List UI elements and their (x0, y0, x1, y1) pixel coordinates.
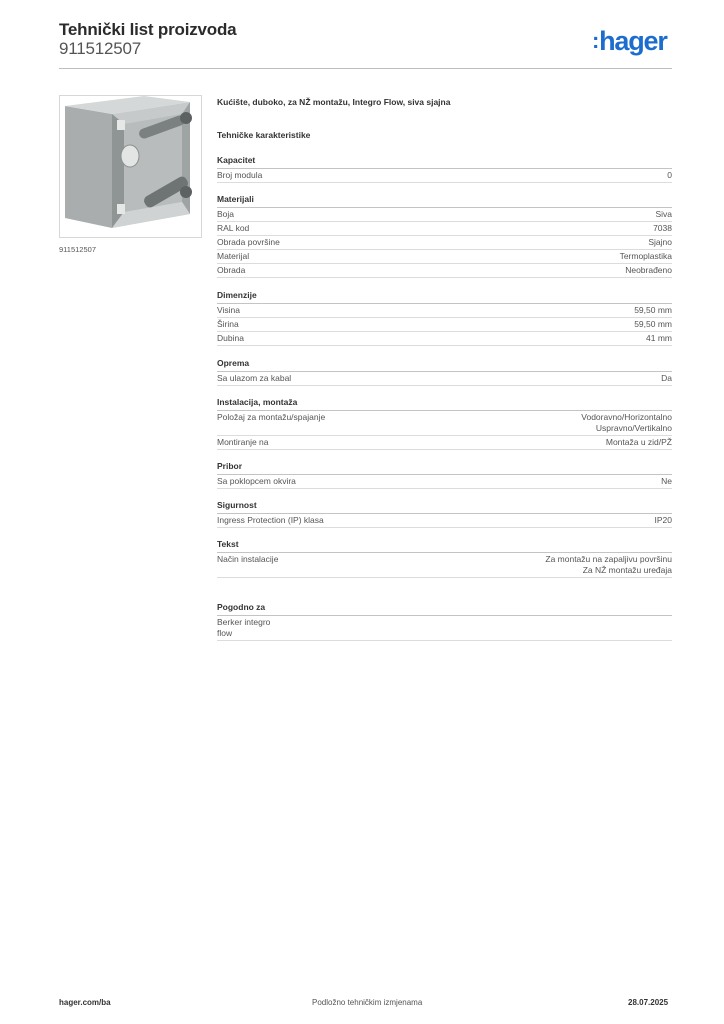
spec-row (217, 250, 672, 264)
image-caption: 911512507 (59, 245, 96, 254)
spec-label: Montiranje na (217, 437, 269, 447)
spec-label: Dubina (217, 333, 244, 343)
spec-row (217, 372, 672, 386)
spec-row (217, 411, 672, 436)
footer-website: hager.com/ba (59, 998, 111, 1007)
spec-row (217, 475, 672, 489)
spec-label: Obrada (217, 265, 246, 275)
spec-label: Sa ulazom za kabal (217, 373, 292, 383)
product-box-illustration (60, 96, 201, 237)
section-dimensions (217, 290, 672, 346)
section-title: Dimenzije (217, 290, 672, 304)
spec-label: Visina (217, 305, 240, 315)
spec-label: Način instalacije (217, 554, 279, 564)
spec-label: Sa poklopcem okvira (217, 476, 296, 486)
spec-value-line: Vodoravno/Horizontalno (581, 412, 672, 422)
spec-label: Obrada površine (217, 237, 280, 247)
spec-row (217, 553, 672, 578)
section-title: Oprema (217, 358, 672, 372)
spec-value: Termoplastika (619, 251, 672, 261)
section-accessories (217, 461, 672, 489)
spec-value: Montaža u zid/PŽ (605, 437, 672, 447)
section-title: Kapacitet (217, 155, 672, 169)
spec-value (581, 412, 672, 434)
section-title: Instalacija, montaža (217, 397, 672, 411)
spec-value: Neobrađeno (625, 265, 672, 275)
spec-row (217, 332, 672, 346)
section-equipment (217, 358, 672, 386)
spec-value: 41 mm (646, 333, 672, 343)
section-installation (217, 397, 672, 450)
header-divider (59, 68, 672, 69)
spec-row (217, 514, 672, 528)
spec-row (217, 169, 672, 183)
section-title: Tekst (217, 539, 672, 553)
spec-row (217, 208, 672, 222)
footer-date: 28.07.2025 (628, 998, 669, 1007)
footer-note: Podložno tehničkim izmjenama (312, 998, 423, 1007)
spec-value: Sjajno (648, 237, 672, 247)
spec-label: RAL kod (217, 223, 250, 233)
spec-row (217, 318, 672, 332)
spec-value: 7038 (653, 223, 672, 233)
spec-value: 59,50 mm (634, 319, 672, 329)
spec-value: IP20 (654, 515, 672, 525)
spec-row (217, 236, 672, 250)
section-suitable-for (217, 602, 672, 641)
spec-row (217, 264, 672, 278)
spec-value-line: Za NŽ montažu uređaja (582, 565, 672, 575)
spec-label-line: flow (217, 628, 233, 638)
spec-value-line: Za montažu na zapaljivu površinu (545, 554, 672, 564)
hager-logo: :hager (592, 26, 667, 56)
spec-label: Broj modula (217, 170, 263, 180)
spec-label: Materijal (217, 251, 250, 261)
spec-value (545, 554, 672, 576)
technical-characteristics-title: Tehničke karakteristike (217, 130, 311, 140)
spec-value: Ne (661, 476, 672, 486)
spec-label-line: Berker integro (217, 617, 271, 627)
spec-row (217, 436, 672, 450)
section-title: Materijali (217, 194, 672, 208)
spec-value: Siva (655, 209, 672, 219)
section-capacity (217, 155, 672, 183)
spec-label: Položaj za montažu/spajanje (217, 412, 326, 422)
spec-row (217, 616, 672, 641)
spec-row (217, 304, 672, 318)
product-description: Kućište, duboko, za NŽ montažu, Integro Flow, siva sjajna (217, 97, 451, 107)
spec-label (217, 617, 270, 639)
section-title: Sigurnost (217, 500, 672, 514)
product-code: 911512507 (59, 39, 142, 58)
spec-label: Širina (217, 319, 239, 329)
spec-value-line: Uspravno/Vertikalno (595, 423, 672, 433)
spec-row (217, 222, 672, 236)
page-title: Tehnički list proizvoda (59, 20, 237, 39)
logo-text: hager (599, 26, 667, 56)
section-text (217, 539, 672, 578)
spec-value: 59,50 mm (634, 305, 672, 315)
spec-value: Da (661, 373, 672, 383)
spec-value: 0 (667, 170, 672, 180)
spec-label: Ingress Protection (IP) klasa (217, 515, 324, 525)
product-image (59, 95, 202, 238)
spec-label: Boja (217, 209, 235, 219)
section-safety (217, 500, 672, 528)
section-materials (217, 194, 672, 278)
section-title: Pribor (217, 461, 672, 475)
section-title: Pogodno za (217, 602, 672, 616)
